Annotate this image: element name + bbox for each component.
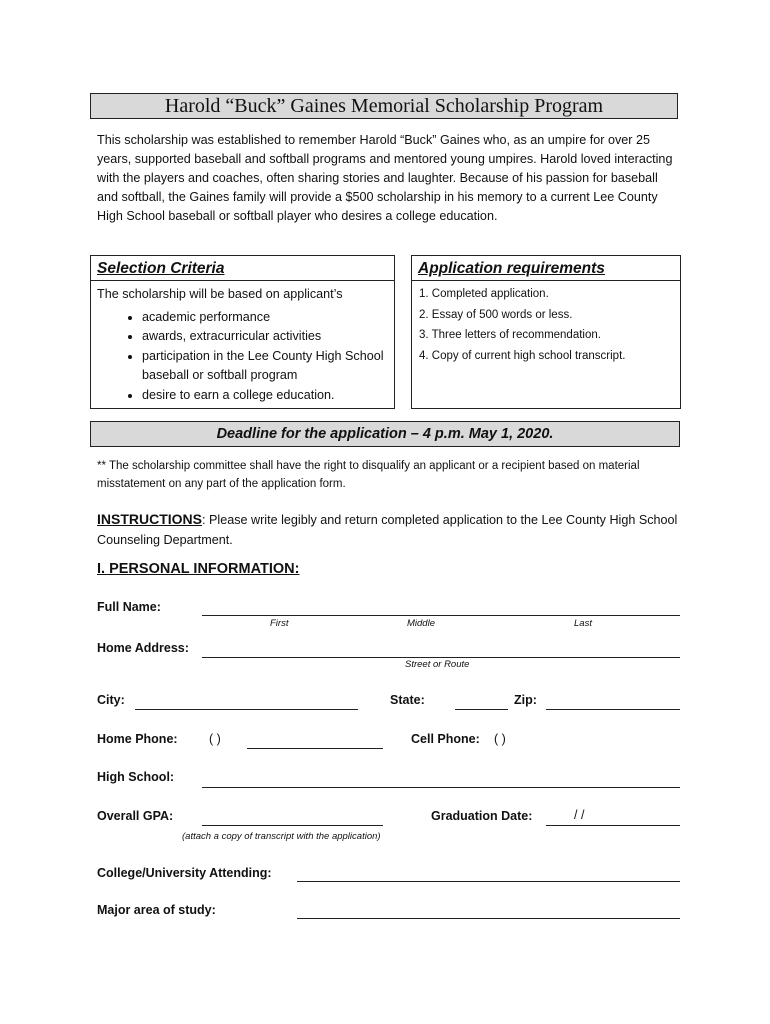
home-phone-area-code: ( ) [209,732,221,746]
instructions-keyword: INSTRUCTIONS [97,511,202,527]
intro-paragraph: This scholarship was established to remember Harold “Buck” Gaines who, as an umpire for over 25 years, supported baseball and softball programs and mentored young umpires. Harold loved interacting with the players and coaches, often sharing stories and laughter. Because of his passion for baseball and softball, the Gaines family will provide a $500 scholarship in his memory to a current Lee County High School baseball or softball player who desires a college education. [97,133,673,223]
section-title: I. PERSONAL INFORMATION: [97,561,300,577]
city-field[interactable] [135,709,358,710]
deadline-banner: Deadline for the application – 4 p.m. May 1, 2020. [90,421,680,447]
zip-label: Zip: [514,693,537,707]
home-address-label: Home Address: [97,641,189,655]
application-requirements-box [411,281,681,409]
instructions-text: : Please write legibly and return completed application to the Lee County High School Counseling Department. [97,513,678,547]
home-phone-field[interactable] [247,748,383,749]
gpa-label: Overall GPA: [97,809,174,823]
full-name-field[interactable] [202,615,680,616]
graduation-date-label: Graduation Date: [431,809,533,823]
list-item: • awards, extracurricular activities [142,327,388,347]
full-name-label: Full Name: [97,600,161,614]
instructions [97,509,682,550]
cell-phone-area-code: ( ) [494,732,506,746]
list-item: • academic performance [142,308,388,328]
graduation-date-field[interactable] [546,825,680,826]
state-field[interactable] [455,709,508,710]
list-item: 1. Completed application. [419,288,549,300]
major-label: Major area of study: [97,903,216,917]
home-address-field[interactable] [202,657,680,658]
major-field[interactable] [297,918,680,919]
city-label: City: [97,693,125,707]
college-label: College/University Attending: [97,866,272,880]
list-item: • desire to earn a college education. [142,386,388,406]
middle-sublabel: Middle [407,618,435,629]
home-phone-label: Home Phone: [97,732,178,746]
gpa-field[interactable] [202,825,383,826]
selection-criteria-lead: The scholarship will be based on applicant’s [97,287,343,301]
last-sublabel: Last [574,618,592,629]
state-label: State: [390,693,425,707]
list-item: • participation in the Lee County High School baseball or softball program [142,347,388,386]
high-school-field[interactable] [202,787,680,788]
zip-field[interactable] [546,709,680,710]
list-item: 3. Three letters of recommendation. [419,329,601,341]
selection-criteria-box [90,281,395,409]
list-item: 4. Copy of current high school transcript. [419,349,626,362]
disqualification-note: ** The scholarship committee shall have the right to disqualify an applicant or a recipient based on material misstatement on any part of the application form. [97,460,640,490]
cell-phone-label: Cell Phone: [411,732,480,746]
college-field[interactable] [297,881,680,882]
street-sublabel: Street or Route [405,659,470,670]
application-requirements-heading: Application requirements [411,255,681,281]
document-title: Harold “Buck” Gaines Memorial Scholarship Program [90,93,678,119]
selection-criteria-list [97,308,388,406]
graduation-date-slashes: / / [574,808,585,822]
list-item: 2. Essay of 500 words or less. [419,308,573,321]
high-school-label: High School: [97,770,175,784]
selection-criteria-heading: Selection Criteria [90,255,395,281]
first-sublabel: First [270,618,289,629]
gpa-note: (attach a copy of transcript with the application) [182,831,381,842]
